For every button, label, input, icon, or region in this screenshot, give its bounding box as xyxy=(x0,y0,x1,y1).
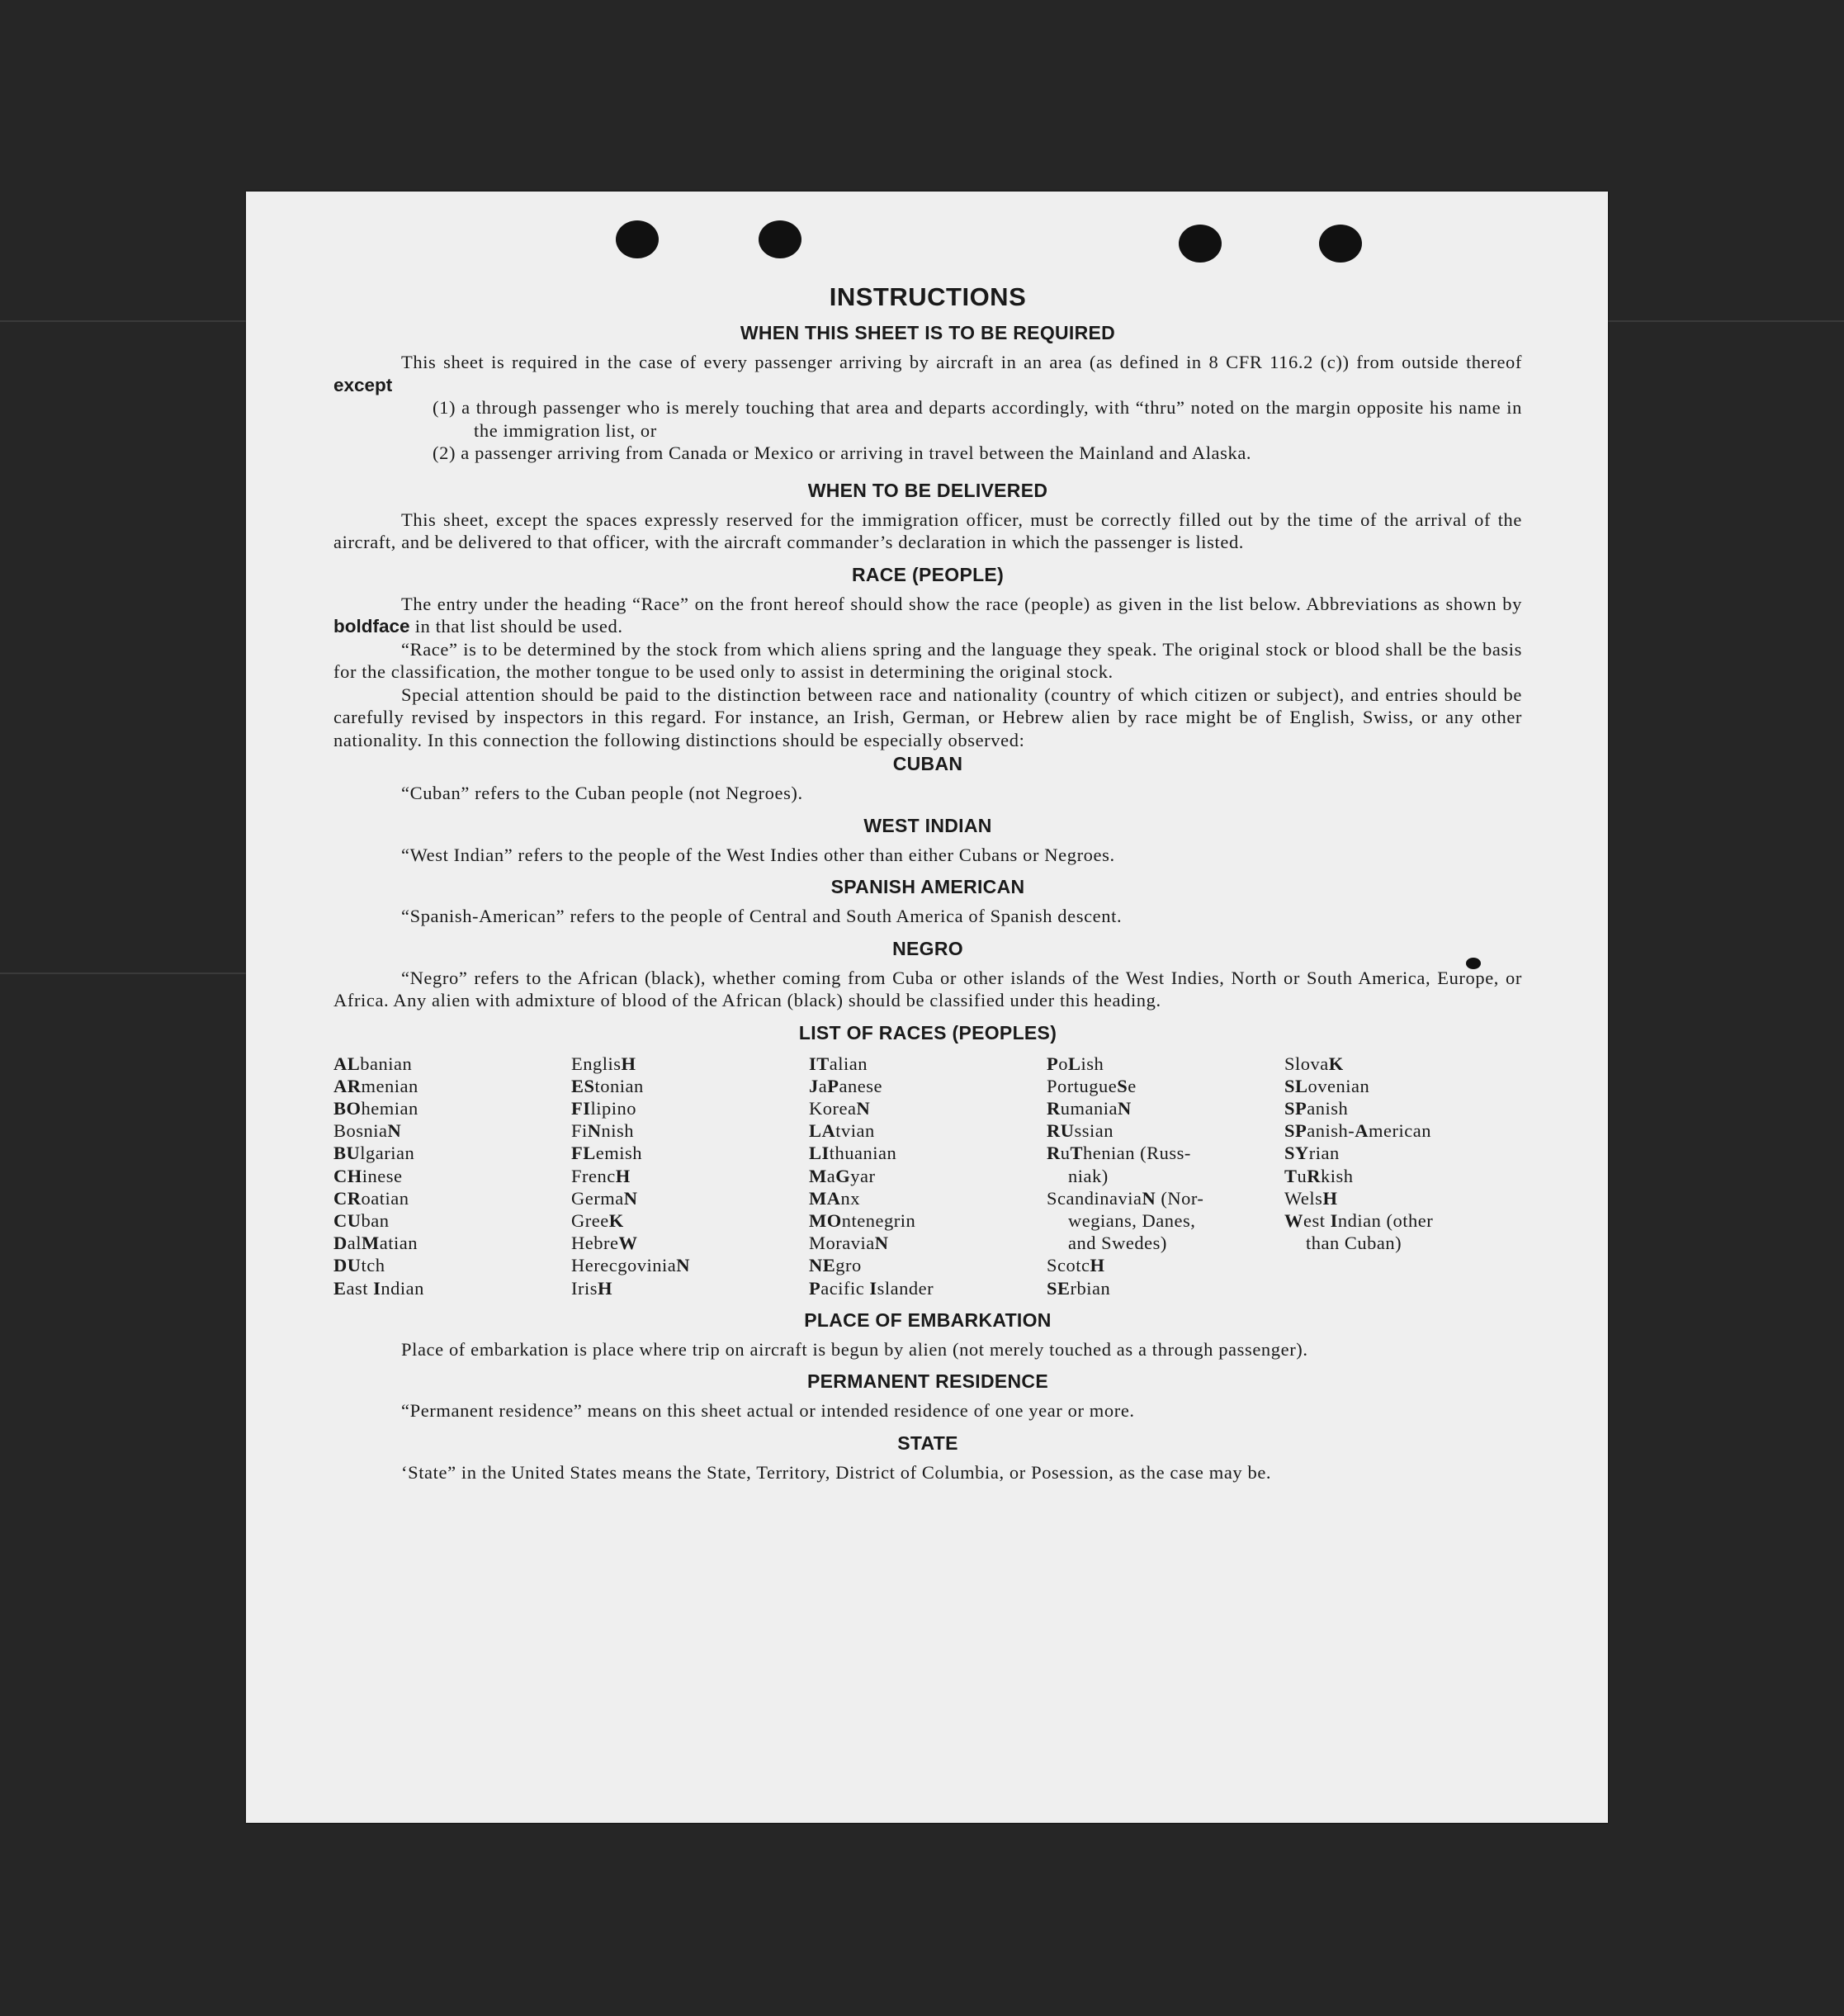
punch-hole-3 xyxy=(1179,225,1222,263)
race-entry: ScotcH xyxy=(1047,1255,1105,1276)
race-entry: MoraviaN xyxy=(809,1233,889,1254)
race-column xyxy=(1047,1053,1284,1299)
race-entry: RuThenian (Russ- niak) xyxy=(1047,1143,1191,1186)
race-column xyxy=(1284,1053,1522,1299)
race-entry: FLemish xyxy=(571,1143,643,1164)
heading-spanish-american: SPANISH AMERICAN xyxy=(830,876,1025,897)
race-entry: EnglisH xyxy=(571,1053,636,1074)
cuban-text: “Cuban” refers to the Cuban people (not Negroes). xyxy=(401,783,803,803)
page-title: INSTRUCTIONS xyxy=(829,282,1027,311)
place-of-embarkation-text: Place of embarkation is place where trip on aircraft is begun by alien (not merely touched as a through passenger). xyxy=(401,1338,1308,1360)
race-entry: BOhemian xyxy=(333,1097,418,1119)
race-entry: SPanish xyxy=(1284,1097,1349,1119)
race-entry: RumaniaN xyxy=(1047,1097,1132,1119)
race-entry: CRoatian xyxy=(333,1187,409,1209)
when-required-item-1: (1) a through passenger who is merely touching that area and departs accordingly, with “thru” noted on the margin opposite his name in the immigration list, or xyxy=(433,397,1522,441)
scan-line-middle xyxy=(0,973,248,974)
race-entry: HebreW xyxy=(571,1233,638,1254)
races-list xyxy=(333,1053,1522,1299)
race-entry: SLovenian xyxy=(1284,1075,1370,1096)
spanish-american-text: “Spanish-American” refers to the people of Central and South America of Spanish descent. xyxy=(401,906,1123,926)
race-entry: FrencH xyxy=(571,1165,631,1186)
race-entry: HerecgoviniaN xyxy=(571,1255,690,1276)
heading-west-indian: WEST INDIAN xyxy=(863,814,992,836)
heading-state: STATE xyxy=(897,1432,958,1454)
heading-permanent-residence: PERMANENT RESIDENCE xyxy=(807,1370,1048,1393)
race-entry: KoreaN xyxy=(809,1097,871,1119)
race-entry: LIthuanian xyxy=(809,1143,897,1164)
race-entry: DUtch xyxy=(333,1255,385,1276)
race-entry: TuRkish xyxy=(1284,1165,1354,1186)
race-entry: BUlgarian xyxy=(333,1143,415,1164)
race-entry: PortugueSe xyxy=(1047,1075,1137,1096)
race-entry: SErbian xyxy=(1047,1277,1111,1299)
race-entry: West Indian (other than Cuban) xyxy=(1284,1209,1434,1254)
race-entry: ScandinaviaN (Nor- wegians, Danes, and Swedes) xyxy=(1047,1187,1204,1254)
race-entry: ITalian xyxy=(809,1053,868,1074)
race-entry: SYrian xyxy=(1284,1143,1340,1164)
race-entry: JaPanese xyxy=(809,1075,882,1096)
race-entry: MaGyar xyxy=(809,1165,876,1186)
permanent-residence-text: “Permanent residence” means on this sheet actual or intended residence of one year or more. xyxy=(401,1400,1135,1422)
document-sheet xyxy=(246,192,1608,1823)
heading-cuban: CUBAN xyxy=(892,753,963,774)
race-entry: NEgro xyxy=(809,1255,862,1276)
race-entry: SlovaK xyxy=(1284,1053,1344,1074)
punch-hole-1 xyxy=(616,220,659,258)
heading-negro: NEGRO xyxy=(892,937,963,959)
west-indian-text: “West Indian” refers to the people of the West Indies other than either Cubans or Negroes. xyxy=(401,844,1115,865)
race-entry: East Indian xyxy=(333,1277,424,1299)
race-entry: FiNnish xyxy=(571,1120,635,1142)
race-entry: GermaN xyxy=(571,1187,638,1209)
race-entry: IrisH xyxy=(571,1277,613,1299)
state-text: ‘State” in the United States means the State, Territory, District of Columbia, or Posession, as the case may be. xyxy=(401,1461,1272,1483)
race-entry: BosniaN xyxy=(333,1120,402,1142)
when-delivered-text: This sheet, except the spaces expressly reserved for the immigration officer, must be correctly filled out by the time of the arrival of the aircraft, and be delivered to that officer, with the aircraft commander’s declaration in which the passenger is listed. xyxy=(333,509,1522,552)
heading-place-of-embarkation: PLACE OF EMBARKATION xyxy=(804,1309,1052,1331)
race-entry: WelsH xyxy=(1284,1187,1338,1209)
race-entry: DalMatian xyxy=(333,1233,418,1254)
race-entry: MOntenegrin xyxy=(809,1209,916,1231)
race-entry: ARmenian xyxy=(333,1075,418,1096)
race-column xyxy=(571,1053,809,1299)
race-entry: LAtvian xyxy=(809,1120,875,1142)
instructions-content xyxy=(333,282,1522,1484)
when-required-item-2: (2) a passenger arriving from Canada or Mexico or arriving in travel between the Mainland and Alaska. xyxy=(433,442,1252,463)
race-entry: GreeK xyxy=(571,1209,624,1231)
race-paragraph-3: Special attention should be paid to the distinction between race and nationality (country of which citizen or subject), and entries should be carefully revised by inspectors in this regard. For instance, an Irish, German, or Hebrew alien by race might be of English, Swiss, or any other nationality. In this connection the following distinctions should be especially observed: xyxy=(333,684,1522,750)
race-entry: SPanish-American xyxy=(1284,1120,1431,1142)
punch-hole-4 xyxy=(1319,225,1362,263)
heading-race: RACE (PEOPLE) xyxy=(851,563,1005,585)
race-paragraph-2: “Race” is to be determined by the stock from which aliens spring and the language they speak. The original stock or blood shall be the basis for the classification, the mother tongue to be used only to assist in determining the original stock. xyxy=(333,638,1522,682)
race-entry: CHinese xyxy=(333,1165,403,1186)
race-column xyxy=(333,1053,571,1299)
negro-text: “Negro” refers to the African (black), whether coming from Cuba or other islands of the West Indies, North or South America, Europe, or Africa. Any alien with admixture of blood of the African (black) should be classified under this heading. xyxy=(333,967,1522,1010)
heading-list-of-races: LIST OF RACES (PEOPLES) xyxy=(798,1021,1057,1043)
when-required-intro: This sheet is required in the case of every passenger arriving by aircraft in an area (as defined in 8 CFR 116.2 (c)) from outside thereof except xyxy=(333,352,1522,395)
race-entry: Pacific Islander xyxy=(809,1277,934,1299)
race-column xyxy=(809,1053,1047,1299)
heading-when-required: WHEN THIS SHEET IS TO BE REQUIRED xyxy=(740,322,1116,343)
race-entry: ALbanian xyxy=(333,1053,413,1074)
race-entry: MAnx xyxy=(809,1187,860,1209)
race-entry: RUssian xyxy=(1047,1120,1113,1142)
race-entry: FIlipino xyxy=(571,1097,637,1119)
race-paragraph-1: The entry under the heading “Race” on the front hereof should show the race (people) as given in the list below. Abbreviations as shown by boldface in that list should be used. xyxy=(333,593,1522,637)
punch-hole-2 xyxy=(759,220,801,258)
race-entry: PoLish xyxy=(1047,1053,1104,1074)
race-entry: EStonian xyxy=(571,1075,644,1096)
heading-when-delivered: WHEN TO BE DELIVERED xyxy=(807,479,1048,501)
race-entry: CUban xyxy=(333,1209,390,1231)
